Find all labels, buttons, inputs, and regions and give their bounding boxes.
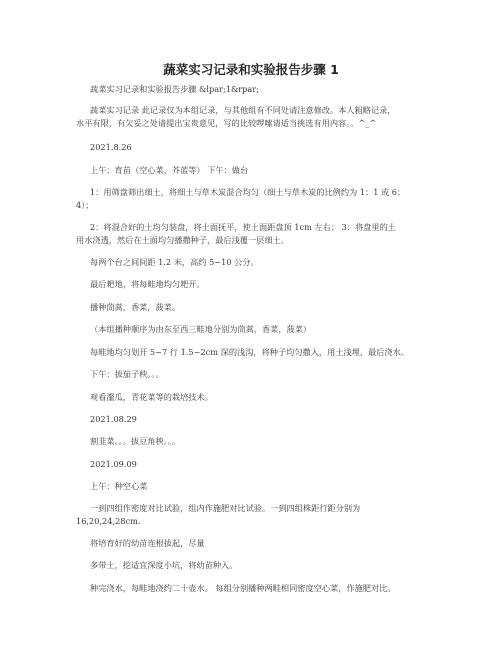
paragraph-line: （本组播种顺序为由东至西三畦地分别为茼蒿，香菜，菠菜）	[90, 324, 312, 334]
paragraph-line: 每畦地均匀划开 5~7 行 1.5~2cm 深的浅沟，将种子均匀撒入，用土浅埋，最后浇水。	[90, 347, 409, 357]
paragraph-line: 2021.08.29	[90, 414, 137, 424]
paragraph-line: 2：将混合好的土均匀装盘，将土面抚平，使土面距盘顶 1cm 左右； 3：将盘里的土	[90, 222, 396, 232]
paragraph-line: 最后耙地，将每畦地均匀耙开。	[90, 279, 205, 289]
paragraph-line: 将培育好的幼苗连根拔起，尽量	[90, 538, 205, 548]
paragraph-line: 上午：育苗（空心菜，芥蓝等） 下午：做台	[90, 165, 249, 175]
paragraph-line: 种完浇水，每畦地浇约二十壶水。 每组分别播种两畦相同密度空心菜，作施肥对比。	[90, 583, 396, 593]
paragraph-line: 用水浇透，然后在土面均匀播撒种子，最后浅覆一层细土。	[76, 235, 289, 245]
paragraph-line: 蔬菜实习记录和实验报告步骤 &lpar;1&rpar;	[90, 84, 259, 94]
paragraph-line: 观看瀣瓜，青花菜等的栽培技术。	[90, 392, 213, 402]
paragraph-line: 4）；	[76, 200, 94, 210]
paragraph-line: 每两个台之间间距 1.2 米，高约 5~10 公分。	[90, 257, 259, 267]
paragraph-line: 割韭菜。。。拔豆角秧。。。	[90, 436, 181, 446]
paragraph-line: 下午：拔茄子秧。。。	[90, 369, 164, 379]
paragraph-line: 水平有限，有欠妥之处请提出宝贵意见，写的比较啰嗦请适当挑选有用内容。。^_^	[76, 118, 377, 128]
paragraph-line: 一到四组作密度对比试验，组内作施肥对比试验。一到四组株距行距分别为	[90, 503, 361, 513]
paragraph-line: 16,20,24,28cm.	[76, 516, 141, 526]
paragraph-line: 蔬菜实习记录 此记录仅为本组记录，与其他组有不同处请注意修改。本人粗略记录，	[90, 105, 396, 115]
paragraph-line: 播种茼蒿，香菜，菠菜。	[90, 302, 181, 312]
paragraph-line: 上午：种空心菜	[90, 481, 148, 491]
paragraph-line: 1：用筛盘筛出细土，将细土与草木炭混合均匀（细土与草木炭的比例约为 1：1 或 6：	[90, 187, 406, 197]
paragraph-line: 2021.8.26	[90, 142, 132, 152]
document-title: 蔬菜实习记录和实验报告步骤 1	[163, 62, 339, 77]
paragraph-line: 多带土，挖适宜深度小坑，将幼苗种入。	[90, 560, 238, 570]
paragraph-line: 2021.09.09	[90, 459, 137, 469]
